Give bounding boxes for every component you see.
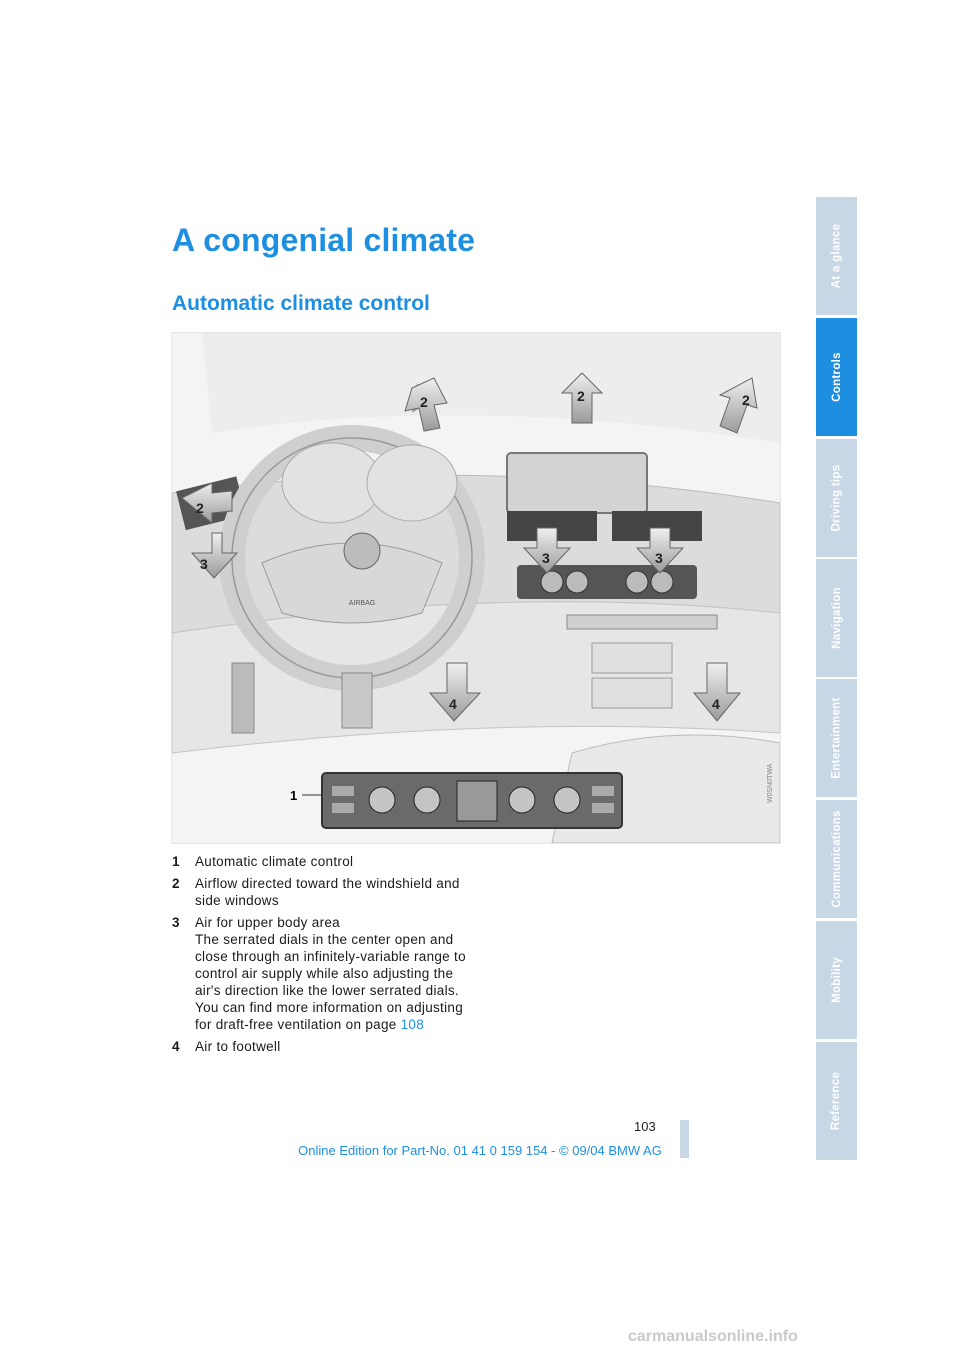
tab-at-a-glance[interactable] [816, 197, 857, 315]
climate-dial-left [369, 787, 395, 813]
tab-controls[interactable] [816, 318, 857, 436]
footer-text: Online Edition for Part-No. 01 41 0 159 154 - © 09/04 BMW AG [298, 1143, 662, 1158]
tab-reference[interactable] [816, 1042, 857, 1160]
tab-label: Reference [830, 1071, 843, 1131]
legend-text: Airflow directed toward the windshield and side windows [195, 876, 460, 908]
climate-display [457, 781, 497, 821]
dashboard-drawing [172, 333, 780, 843]
tab-driving-tips[interactable] [816, 439, 857, 557]
storage-compartment-2 [592, 678, 672, 708]
legend-number: 1 [172, 854, 180, 869]
legend-text: Automatic climate control [195, 854, 354, 869]
callout-1: 1 [290, 788, 298, 803]
storage-compartment [592, 643, 672, 673]
tab-label: Navigation [830, 587, 843, 649]
page-title: A congenial climate [172, 222, 476, 258]
legend-text-heading: Air for upper body area [195, 915, 340, 930]
bmw-logo [344, 533, 380, 569]
tab-entertainment[interactable] [816, 679, 857, 797]
pedal-clutch [232, 663, 254, 733]
legend-item [172, 875, 472, 909]
tab-label: Mobility [830, 957, 843, 1003]
tab-communications[interactable] [816, 800, 857, 918]
legend-text [195, 914, 472, 1033]
figure-code: W0SN0TWA [767, 763, 774, 803]
chapter-tabs [816, 197, 857, 1160]
airbag-label: AIRBAG [348, 600, 376, 607]
dashboard-illustration [171, 332, 781, 844]
legend-number: 4 [172, 1039, 180, 1054]
tab-label: Driving tips [830, 464, 843, 532]
legend-text: Air to footwell [195, 1039, 281, 1054]
tab-mobility[interactable] [816, 921, 857, 1039]
climate-button [332, 786, 354, 796]
climate-button [592, 803, 614, 813]
callout-4: 4 [449, 696, 457, 712]
callout-4: 4 [712, 696, 720, 712]
climate-button [332, 803, 354, 813]
tab-label: Entertainment [830, 697, 843, 779]
pedal-brake [342, 673, 372, 728]
tab-label: Controls [830, 352, 843, 402]
display-screen [507, 453, 647, 513]
figure-legend [172, 853, 472, 1060]
console-dial-2 [566, 571, 588, 593]
section-title: Automatic climate control [172, 292, 430, 315]
instrument-cluster-right [367, 445, 457, 521]
console-dial-3 [626, 571, 648, 593]
console-dial-1 [541, 571, 563, 593]
legend-item [172, 853, 472, 870]
legend-text-detail: The serrated dials in the center open and close through an infinitely-variable range to control air supply while also adjusting the air's direction like the lower serrated dials. You can find more information on adjusting for draft-free ventilation on page [195, 932, 466, 1032]
watermark: carmanualsonline.info [628, 1328, 798, 1345]
callout-2: 2 [420, 394, 428, 410]
callout-2: 2 [742, 392, 750, 408]
callout-2: 2 [577, 388, 585, 404]
page-number: 103 [634, 1119, 656, 1134]
callout-3: 3 [542, 550, 550, 566]
legend-item [172, 914, 472, 1033]
tab-navigation[interactable] [816, 559, 857, 677]
tab-label: At a glance [830, 223, 843, 289]
legend-item [172, 1038, 472, 1055]
page-marker-bar [680, 1120, 689, 1158]
legend-number: 3 [172, 915, 180, 930]
callout-3: 3 [655, 550, 663, 566]
callout-2: 2 [196, 500, 204, 516]
console-dial-4 [651, 571, 673, 593]
climate-dial-right-2 [554, 787, 580, 813]
climate-dial-right [509, 787, 535, 813]
climate-dial-left-2 [414, 787, 440, 813]
climate-button [592, 786, 614, 796]
page-link-108[interactable]: 108 [400, 1017, 425, 1032]
tab-label: Communications [830, 810, 843, 908]
cd-slot [567, 615, 717, 629]
legend-number: 2 [172, 876, 180, 891]
callout-3: 3 [200, 556, 208, 572]
